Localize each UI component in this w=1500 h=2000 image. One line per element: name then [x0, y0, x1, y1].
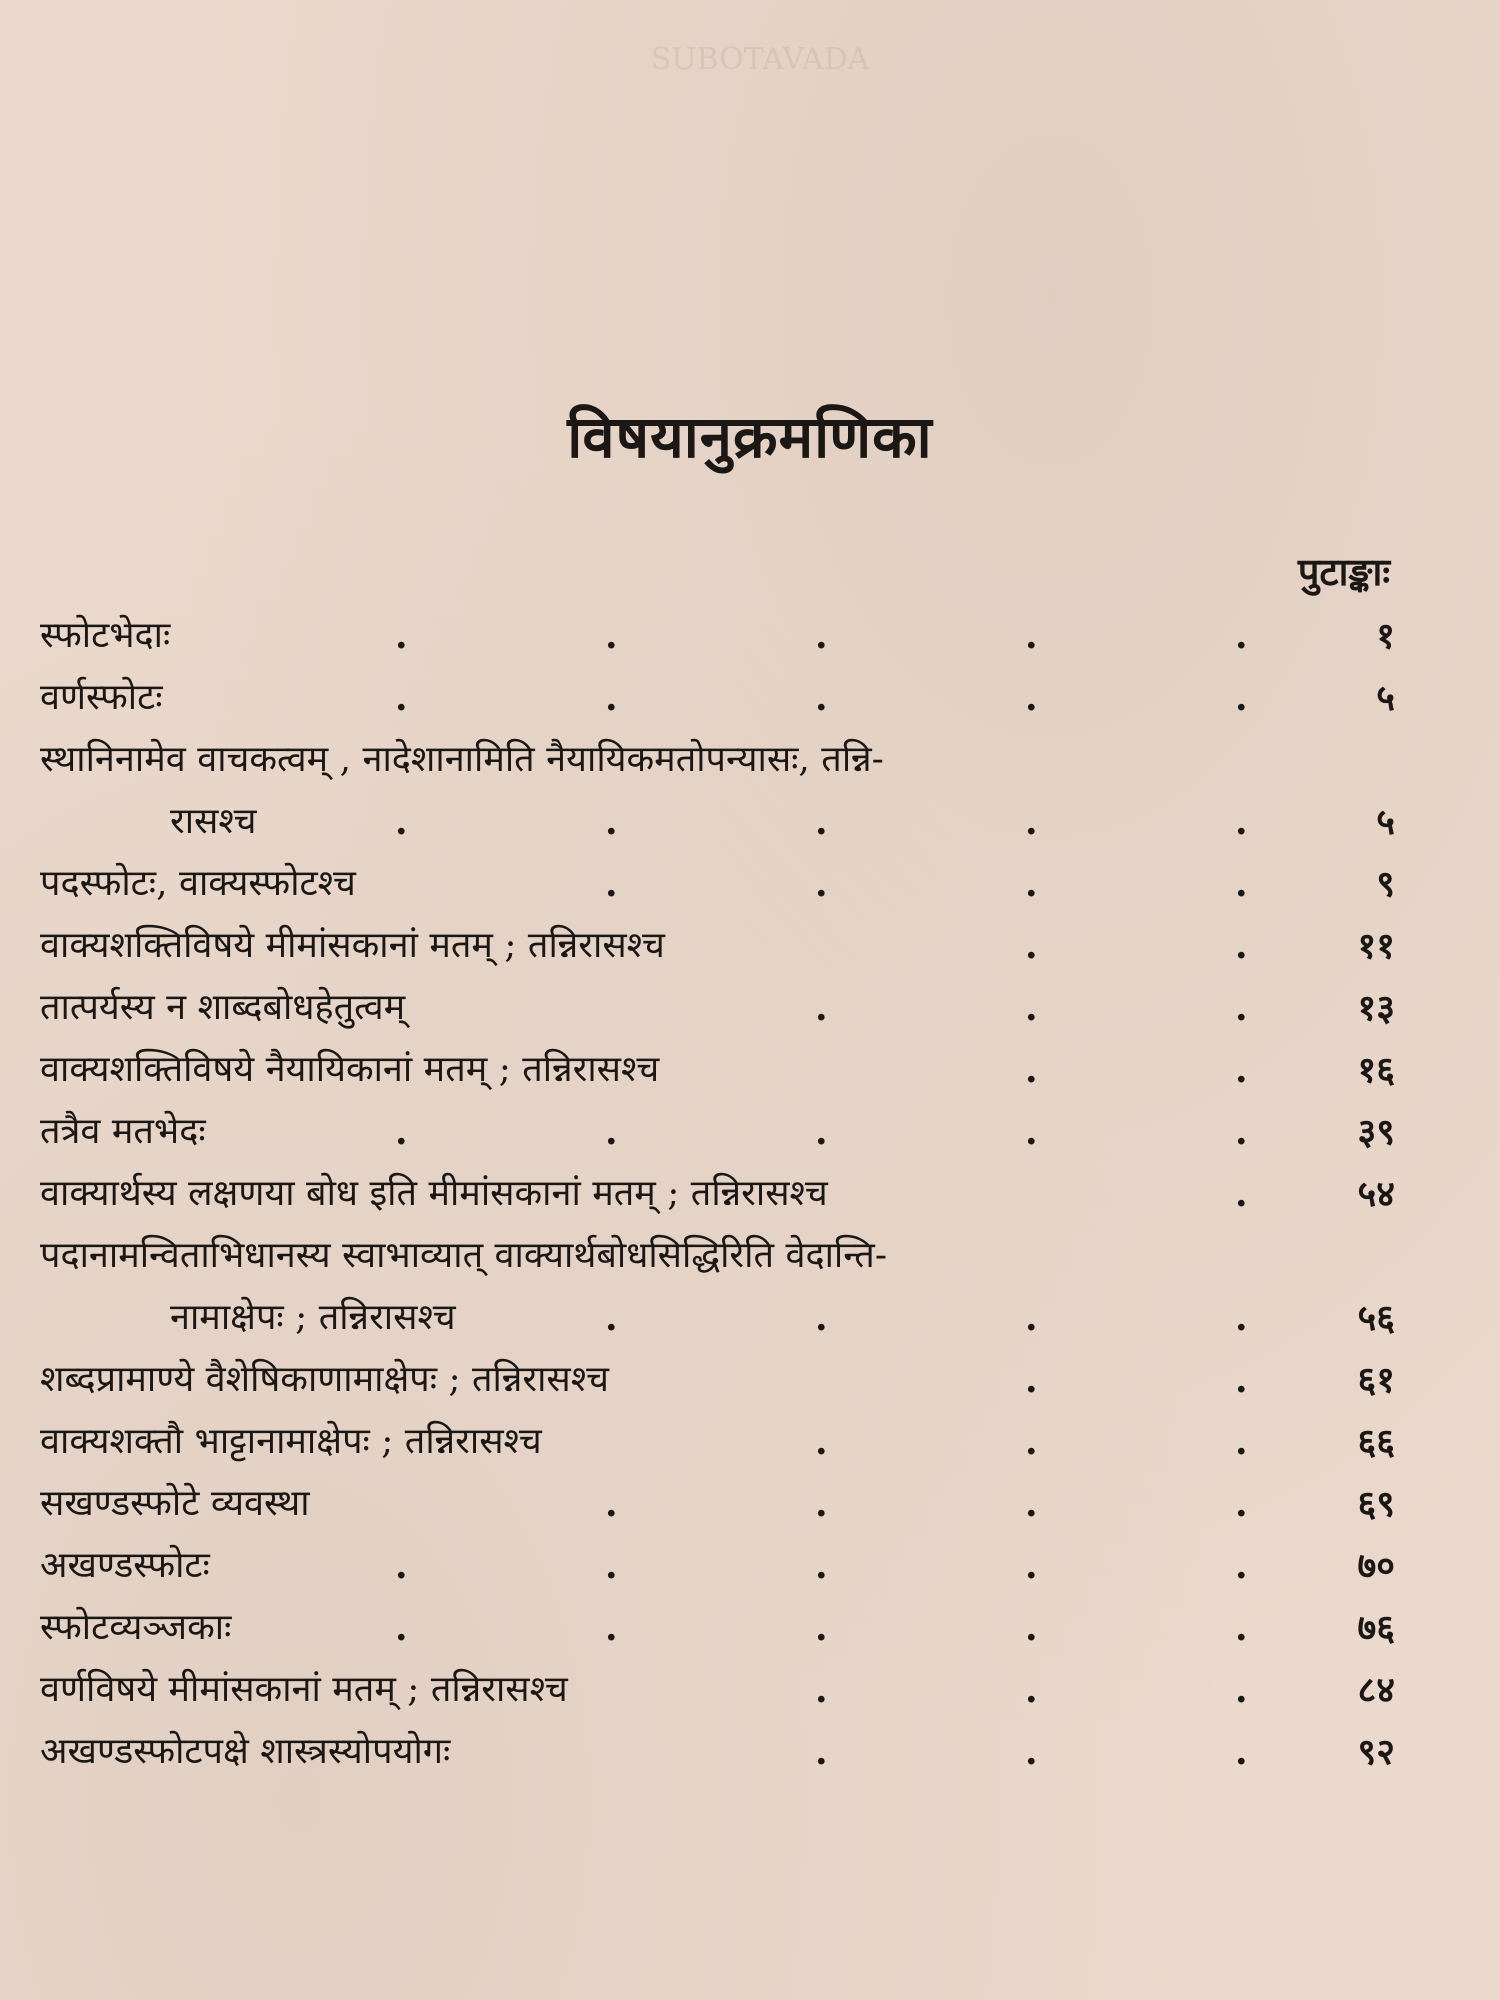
toc-entry-text: पदानामन्विताभिधानस्य स्वाभाव्यात् वाक्यार्थबोधसिद्धिरिति वेदान्ति-: [40, 1235, 887, 1276]
toc-page-number: ५: [1376, 801, 1395, 843]
toc-page-number: ११: [1357, 925, 1395, 967]
leader-dot: .: [815, 987, 828, 1029]
toc-page-number: ५६: [1357, 1297, 1395, 1339]
toc-page-number: ६६: [1357, 1421, 1395, 1463]
leader-dot: .: [1025, 1669, 1038, 1711]
toc-row: [40, 1535, 1395, 1597]
leader-dot: .: [1235, 863, 1248, 905]
leader-dot: .: [815, 1669, 828, 1711]
leader-dot: .: [1235, 1669, 1248, 1711]
leader-dot: .: [1025, 987, 1038, 1029]
toc-page-number: ५४: [1357, 1173, 1395, 1215]
toc-row: [40, 1287, 1395, 1349]
toc-page-number: ५: [1376, 677, 1395, 719]
toc-row: [40, 729, 1395, 791]
toc-row: [40, 1349, 1395, 1411]
leader-dot: .: [1025, 1297, 1038, 1339]
toc-page-number: ६९: [1357, 1483, 1395, 1525]
leader-dot: .: [1235, 987, 1248, 1029]
leader-dot: .: [1025, 1545, 1038, 1587]
toc-row: [40, 1659, 1395, 1721]
leader-dot: .: [605, 1297, 618, 1339]
leader-dot: .: [395, 677, 408, 719]
leader-dot: .: [1025, 1359, 1038, 1401]
toc-row: [40, 791, 1395, 853]
toc-entry-text: वर्णविषये मीमांसकानां मतम् ; तन्निरासश्च: [40, 1669, 568, 1710]
page-number-column-label: पुटाङ्काः: [1297, 549, 1390, 594]
leader-dot: .: [815, 1421, 828, 1463]
toc-entry-text: शब्दप्रामाण्ये वैशेषिकाणामाक्षेपः ; तन्निरासश्च: [40, 1359, 609, 1400]
toc-page-number: ६१: [1357, 1359, 1395, 1401]
leader-dot: .: [605, 1483, 618, 1525]
toc-entry-text: वाक्यशक्तौ भाट्टानामाक्षेपः ; तन्निरासश्च: [40, 1421, 542, 1462]
leader-dot: .: [1235, 1359, 1248, 1401]
leader-dot: .: [605, 677, 618, 719]
leader-dot: .: [1025, 863, 1038, 905]
toc-entry-text: तात्पर्यस्य न शाब्दबोधहेतुत्वम्: [40, 987, 406, 1028]
leader-dot: .: [1235, 1173, 1248, 1215]
leader-dot: .: [1235, 1421, 1248, 1463]
toc-row: [40, 977, 1395, 1039]
leader-dot: .: [1025, 1111, 1038, 1153]
leader-dot: .: [605, 1545, 618, 1587]
leader-dot: .: [1025, 677, 1038, 719]
leader-dot: .: [395, 1607, 408, 1649]
toc-entry-text: अखण्डस्फोटः: [40, 1545, 210, 1586]
leader-dot: .: [815, 1607, 828, 1649]
leader-dot: .: [1235, 1545, 1248, 1587]
leader-dot: .: [605, 1111, 618, 1153]
leader-dot: .: [1235, 801, 1248, 843]
leader-dot: .: [1235, 1483, 1248, 1525]
toc-row: [40, 915, 1395, 977]
toc-row: [40, 1039, 1395, 1101]
leader-dot: .: [1025, 1421, 1038, 1463]
bleed-through-text: [60, 30, 1460, 450]
leader-dot: .: [605, 801, 618, 843]
toc-page-number: ३९: [1357, 1111, 1395, 1153]
leader-dot: .: [1235, 1297, 1248, 1339]
bleed-through-line: SUBOTAVADA: [650, 42, 870, 77]
leader-dot: .: [395, 615, 408, 657]
leader-dot: .: [1235, 615, 1248, 657]
leader-dot: .: [1025, 1049, 1038, 1091]
toc-page-number: ७६: [1357, 1607, 1395, 1649]
leader-dot: .: [815, 1297, 828, 1339]
leader-dot: .: [815, 1731, 828, 1773]
toc-row: [40, 1101, 1395, 1163]
leader-dot: .: [1235, 1049, 1248, 1091]
toc-row: [40, 667, 1395, 729]
leader-dot: .: [1235, 1731, 1248, 1773]
toc-entry-text: सखण्डस्फोटे व्यवस्था: [40, 1483, 310, 1524]
toc-page-number: ९२: [1357, 1731, 1395, 1773]
toc-entry-text: वर्णस्फोटः: [40, 677, 163, 718]
leader-dot: .: [815, 615, 828, 657]
leader-dot: .: [815, 1483, 828, 1525]
leader-dot: .: [815, 1111, 828, 1153]
leader-dot: .: [1235, 677, 1248, 719]
toc-entry-text: पदस्फोटः, वाक्यस्फोटश्च: [40, 863, 356, 904]
toc-row: [40, 1225, 1395, 1287]
leader-dot: .: [395, 801, 408, 843]
leader-dot: .: [1235, 1111, 1248, 1153]
leader-dot: .: [1025, 615, 1038, 657]
leader-dot: .: [1025, 801, 1038, 843]
toc-page-number: १६: [1357, 1049, 1395, 1091]
toc-page-number: १३: [1357, 987, 1395, 1029]
toc-row: [40, 605, 1395, 667]
leader-dot: .: [1025, 1607, 1038, 1649]
leader-dot: .: [605, 863, 618, 905]
leader-dot: .: [815, 801, 828, 843]
toc-row: [40, 1597, 1395, 1659]
toc-page-number: ९: [1376, 863, 1395, 905]
leader-dot: .: [815, 677, 828, 719]
toc-page-number: ७०: [1357, 1545, 1395, 1587]
leader-dot: .: [815, 863, 828, 905]
leader-dot: .: [1025, 1731, 1038, 1773]
toc-entry-text: स्फोटव्यञ्जकाः: [40, 1607, 232, 1648]
toc-entry-text: तत्रैव मतभेदः: [40, 1111, 206, 1152]
toc-row: [40, 853, 1395, 915]
toc-entry-text: स्थानिनामेव वाचकत्वम् , नादेशानामिति नैयायिकमतोपन्यासः, तन्नि-: [40, 739, 884, 780]
toc-row: [40, 1721, 1395, 1783]
leader-dot: .: [1025, 1483, 1038, 1525]
toc-page-number: १: [1376, 615, 1395, 657]
toc-entry-text: वाक्यशक्तिविषये मीमांसकानां मतम् ; तन्निरासश्च: [40, 925, 665, 966]
leader-dot: .: [1025, 925, 1038, 967]
leader-dot: .: [395, 1111, 408, 1153]
toc-entry-text: वाक्यशक्तिविषये नैयायिकानां मतम् ; तन्निरासश्च: [40, 1049, 660, 1090]
toc-entry-text: अखण्डस्फोटपक्षे शास्त्रस्योपयोगः: [40, 1731, 451, 1772]
toc-row: [40, 1411, 1395, 1473]
toc-entry-text: वाक्यार्थस्य लक्षणया बोध इति मीमांसकानां मतम् ; तन्निरासश्च: [40, 1173, 828, 1214]
toc-entry-text: नामाक्षेपः ; तन्निरासश्च: [170, 1297, 456, 1338]
toc-row: [40, 1163, 1395, 1225]
toc-page-number: ८४: [1357, 1669, 1395, 1711]
leader-dot: .: [605, 1607, 618, 1649]
leader-dot: .: [395, 1545, 408, 1587]
leader-dot: .: [605, 615, 618, 657]
leader-dot: .: [815, 1545, 828, 1587]
table-of-contents: [40, 605, 1395, 1783]
leader-dot: .: [1235, 1607, 1248, 1649]
leader-dot: .: [1235, 925, 1248, 967]
toc-row: [40, 1473, 1395, 1535]
toc-entry-text: रासश्च: [170, 801, 257, 842]
page-title: विषयानुक्रमणिका: [567, 403, 933, 471]
toc-entry-text: स्फोटभेदाः: [40, 615, 171, 656]
